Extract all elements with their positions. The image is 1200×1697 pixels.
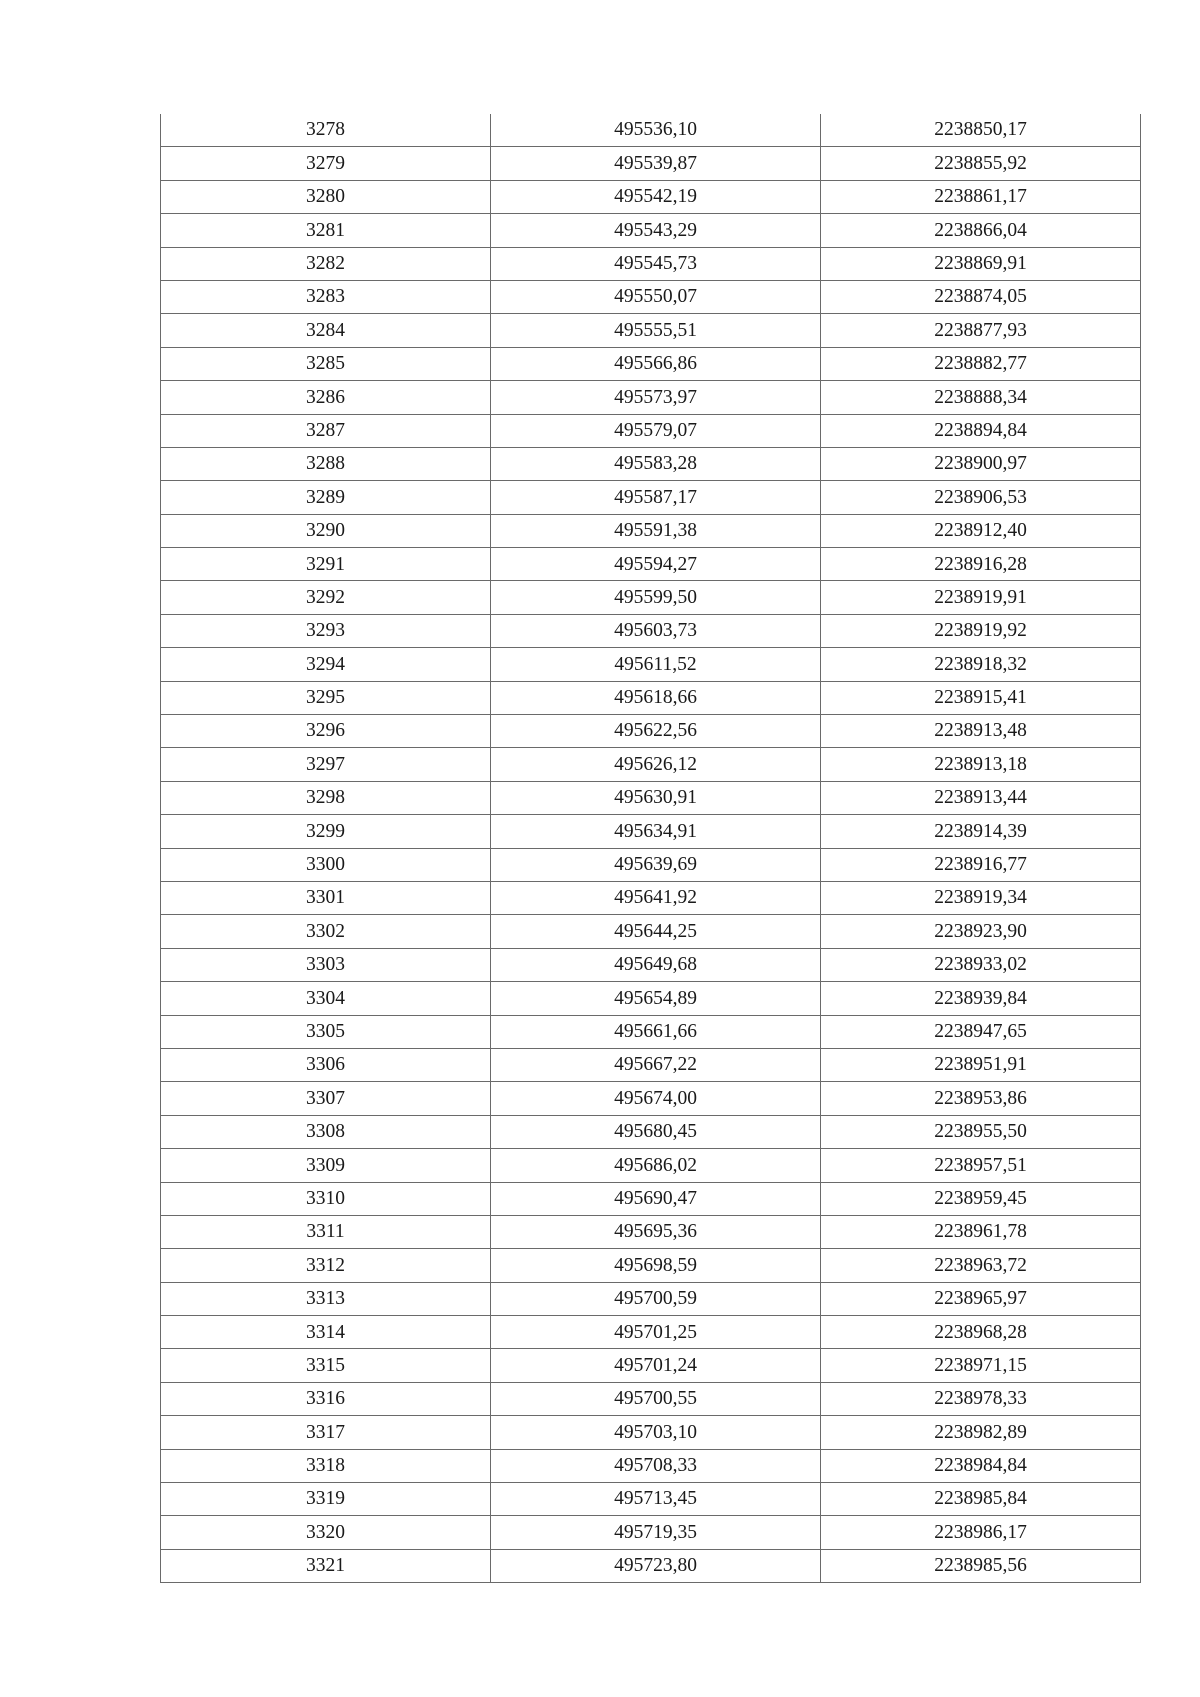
point-number-cell: 3299 <box>161 815 491 848</box>
table-row <box>161 147 1141 180</box>
table-row <box>161 347 1141 380</box>
y-coordinate-cell: 2238916,77 <box>821 848 1141 881</box>
point-number-cell: 3318 <box>161 1449 491 1482</box>
x-coordinate-cell: 495603,73 <box>491 614 821 647</box>
y-coordinate-cell: 2238953,86 <box>821 1082 1141 1115</box>
table-row <box>161 1015 1141 1048</box>
x-coordinate-cell: 495622,56 <box>491 715 821 748</box>
y-coordinate-cell: 2238918,32 <box>821 648 1141 681</box>
x-coordinate-cell: 495639,69 <box>491 848 821 881</box>
y-coordinate-cell: 2238916,28 <box>821 548 1141 581</box>
x-coordinate-cell: 495661,66 <box>491 1015 821 1048</box>
x-coordinate-cell: 495583,28 <box>491 447 821 480</box>
x-coordinate-cell: 495579,07 <box>491 414 821 447</box>
table-row <box>161 1516 1141 1549</box>
x-coordinate-cell: 495641,92 <box>491 881 821 914</box>
x-coordinate-cell: 495674,00 <box>491 1082 821 1115</box>
y-coordinate-cell: 2238933,02 <box>821 948 1141 981</box>
table-row <box>161 982 1141 1015</box>
y-coordinate-cell: 2238888,34 <box>821 381 1141 414</box>
y-coordinate-cell: 2238913,44 <box>821 781 1141 814</box>
x-coordinate-cell: 495719,35 <box>491 1516 821 1549</box>
x-coordinate-cell: 495708,33 <box>491 1449 821 1482</box>
x-coordinate-cell: 495542,19 <box>491 180 821 213</box>
y-coordinate-cell: 2238919,34 <box>821 881 1141 914</box>
point-number-cell: 3278 <box>161 114 491 147</box>
table-row <box>161 915 1141 948</box>
y-coordinate-cell: 2238955,50 <box>821 1115 1141 1148</box>
point-number-cell: 3293 <box>161 614 491 647</box>
y-coordinate-cell: 2238963,72 <box>821 1249 1141 1282</box>
x-coordinate-cell: 495680,45 <box>491 1115 821 1148</box>
y-coordinate-cell: 2238869,91 <box>821 247 1141 280</box>
table-row <box>161 180 1141 213</box>
table-row <box>161 447 1141 480</box>
y-coordinate-cell: 2238912,40 <box>821 514 1141 547</box>
x-coordinate-cell: 495566,86 <box>491 347 821 380</box>
point-number-cell: 3284 <box>161 314 491 347</box>
x-coordinate-cell: 495654,89 <box>491 982 821 1015</box>
table-row <box>161 1349 1141 1382</box>
x-coordinate-cell: 495591,38 <box>491 514 821 547</box>
table-row <box>161 1249 1141 1282</box>
x-coordinate-cell: 495626,12 <box>491 748 821 781</box>
x-coordinate-cell: 495618,66 <box>491 681 821 714</box>
point-number-cell: 3300 <box>161 848 491 881</box>
x-coordinate-cell: 495700,59 <box>491 1282 821 1315</box>
y-coordinate-cell: 2238850,17 <box>821 114 1141 147</box>
point-number-cell: 3315 <box>161 1349 491 1382</box>
y-coordinate-cell: 2238923,90 <box>821 915 1141 948</box>
point-number-cell: 3308 <box>161 1115 491 1148</box>
y-coordinate-cell: 2238968,28 <box>821 1316 1141 1349</box>
point-number-cell: 3305 <box>161 1015 491 1048</box>
y-coordinate-cell: 2238906,53 <box>821 481 1141 514</box>
x-coordinate-cell: 495634,91 <box>491 815 821 848</box>
x-coordinate-cell: 495700,55 <box>491 1382 821 1415</box>
y-coordinate-cell: 2238951,91 <box>821 1048 1141 1081</box>
point-number-cell: 3321 <box>161 1549 491 1582</box>
y-coordinate-cell: 2238919,92 <box>821 614 1141 647</box>
point-number-cell: 3306 <box>161 1048 491 1081</box>
x-coordinate-cell: 495703,10 <box>491 1416 821 1449</box>
coordinates-table-body <box>161 114 1141 1583</box>
table-row <box>161 1149 1141 1182</box>
point-number-cell: 3279 <box>161 147 491 180</box>
y-coordinate-cell: 2238961,78 <box>821 1215 1141 1248</box>
point-number-cell: 3285 <box>161 347 491 380</box>
y-coordinate-cell: 2238900,97 <box>821 447 1141 480</box>
x-coordinate-cell: 495594,27 <box>491 548 821 581</box>
point-number-cell: 3294 <box>161 648 491 681</box>
y-coordinate-cell: 2238947,65 <box>821 1015 1141 1048</box>
y-coordinate-cell: 2238882,77 <box>821 347 1141 380</box>
point-number-cell: 3281 <box>161 214 491 247</box>
table-row <box>161 514 1141 547</box>
point-number-cell: 3290 <box>161 514 491 547</box>
point-number-cell: 3309 <box>161 1149 491 1182</box>
table-row <box>161 1416 1141 1449</box>
x-coordinate-cell: 495587,17 <box>491 481 821 514</box>
point-number-cell: 3280 <box>161 180 491 213</box>
table-row <box>161 1082 1141 1115</box>
y-coordinate-cell: 2238985,84 <box>821 1483 1141 1516</box>
point-number-cell: 3296 <box>161 715 491 748</box>
point-number-cell: 3307 <box>161 1082 491 1115</box>
point-number-cell: 3303 <box>161 948 491 981</box>
point-number-cell: 3289 <box>161 481 491 514</box>
table-row <box>161 614 1141 647</box>
x-coordinate-cell: 495573,97 <box>491 381 821 414</box>
x-coordinate-cell: 495536,10 <box>491 114 821 147</box>
table-row <box>161 1182 1141 1215</box>
table-row <box>161 881 1141 914</box>
y-coordinate-cell: 2238913,18 <box>821 748 1141 781</box>
x-coordinate-cell: 495539,87 <box>491 147 821 180</box>
point-number-cell: 3282 <box>161 247 491 280</box>
table-row <box>161 681 1141 714</box>
table-row <box>161 581 1141 614</box>
point-number-cell: 3310 <box>161 1182 491 1215</box>
table-row <box>161 748 1141 781</box>
point-number-cell: 3292 <box>161 581 491 614</box>
table-row <box>161 848 1141 881</box>
point-number-cell: 3287 <box>161 414 491 447</box>
point-number-cell: 3319 <box>161 1483 491 1516</box>
table-row <box>161 381 1141 414</box>
x-coordinate-cell: 495545,73 <box>491 247 821 280</box>
table-row <box>161 280 1141 313</box>
x-coordinate-cell: 495555,51 <box>491 314 821 347</box>
point-number-cell: 3311 <box>161 1215 491 1248</box>
x-coordinate-cell: 495630,91 <box>491 781 821 814</box>
point-number-cell: 3320 <box>161 1516 491 1549</box>
table-row <box>161 648 1141 681</box>
table-row <box>161 214 1141 247</box>
x-coordinate-cell: 495667,22 <box>491 1048 821 1081</box>
table-row <box>161 114 1141 147</box>
point-number-cell: 3314 <box>161 1316 491 1349</box>
y-coordinate-cell: 2238894,84 <box>821 414 1141 447</box>
y-coordinate-cell: 2238986,17 <box>821 1516 1141 1549</box>
y-coordinate-cell: 2238913,48 <box>821 715 1141 748</box>
x-coordinate-cell: 495695,36 <box>491 1215 821 1248</box>
table-row <box>161 548 1141 581</box>
y-coordinate-cell: 2238957,51 <box>821 1149 1141 1182</box>
y-coordinate-cell: 2238855,92 <box>821 147 1141 180</box>
point-number-cell: 3291 <box>161 548 491 581</box>
table-row <box>161 1483 1141 1516</box>
point-number-cell: 3313 <box>161 1282 491 1315</box>
y-coordinate-cell: 2238866,04 <box>821 214 1141 247</box>
x-coordinate-cell: 495649,68 <box>491 948 821 981</box>
y-coordinate-cell: 2238971,15 <box>821 1349 1141 1382</box>
x-coordinate-cell: 495701,24 <box>491 1349 821 1382</box>
x-coordinate-cell: 495599,50 <box>491 581 821 614</box>
point-number-cell: 3288 <box>161 447 491 480</box>
point-number-cell: 3283 <box>161 280 491 313</box>
point-number-cell: 3317 <box>161 1416 491 1449</box>
table-row <box>161 1215 1141 1248</box>
table-row <box>161 414 1141 447</box>
y-coordinate-cell: 2238919,91 <box>821 581 1141 614</box>
y-coordinate-cell: 2238877,93 <box>821 314 1141 347</box>
table-row <box>161 948 1141 981</box>
y-coordinate-cell: 2238982,89 <box>821 1416 1141 1449</box>
y-coordinate-cell: 2238939,84 <box>821 982 1141 1015</box>
point-number-cell: 3302 <box>161 915 491 948</box>
x-coordinate-cell: 495723,80 <box>491 1549 821 1582</box>
point-number-cell: 3297 <box>161 748 491 781</box>
point-number-cell: 3295 <box>161 681 491 714</box>
coordinates-table <box>160 114 1141 1583</box>
table-row <box>161 781 1141 814</box>
table-row <box>161 815 1141 848</box>
y-coordinate-cell: 2238914,39 <box>821 815 1141 848</box>
y-coordinate-cell: 2238874,05 <box>821 280 1141 313</box>
x-coordinate-cell: 495698,59 <box>491 1249 821 1282</box>
point-number-cell: 3304 <box>161 982 491 1015</box>
y-coordinate-cell: 2238978,33 <box>821 1382 1141 1415</box>
table-row <box>161 481 1141 514</box>
y-coordinate-cell: 2238984,84 <box>821 1449 1141 1482</box>
x-coordinate-cell: 495713,45 <box>491 1483 821 1516</box>
table-row <box>161 1048 1141 1081</box>
table-row <box>161 314 1141 347</box>
y-coordinate-cell: 2238985,56 <box>821 1549 1141 1582</box>
y-coordinate-cell: 2238959,45 <box>821 1182 1141 1215</box>
point-number-cell: 3286 <box>161 381 491 414</box>
table-row <box>161 1382 1141 1415</box>
x-coordinate-cell: 495701,25 <box>491 1316 821 1349</box>
x-coordinate-cell: 495690,47 <box>491 1182 821 1215</box>
x-coordinate-cell: 495550,07 <box>491 280 821 313</box>
table-row <box>161 1549 1141 1582</box>
x-coordinate-cell: 495686,02 <box>491 1149 821 1182</box>
y-coordinate-cell: 2238965,97 <box>821 1282 1141 1315</box>
x-coordinate-cell: 495543,29 <box>491 214 821 247</box>
point-number-cell: 3298 <box>161 781 491 814</box>
x-coordinate-cell: 495611,52 <box>491 648 821 681</box>
table-row <box>161 715 1141 748</box>
table-row <box>161 1316 1141 1349</box>
table-row <box>161 1115 1141 1148</box>
x-coordinate-cell: 495644,25 <box>491 915 821 948</box>
table-row <box>161 1282 1141 1315</box>
y-coordinate-cell: 2238861,17 <box>821 180 1141 213</box>
table-row <box>161 1449 1141 1482</box>
y-coordinate-cell: 2238915,41 <box>821 681 1141 714</box>
point-number-cell: 3316 <box>161 1382 491 1415</box>
point-number-cell: 3301 <box>161 881 491 914</box>
table-row <box>161 247 1141 280</box>
point-number-cell: 3312 <box>161 1249 491 1282</box>
